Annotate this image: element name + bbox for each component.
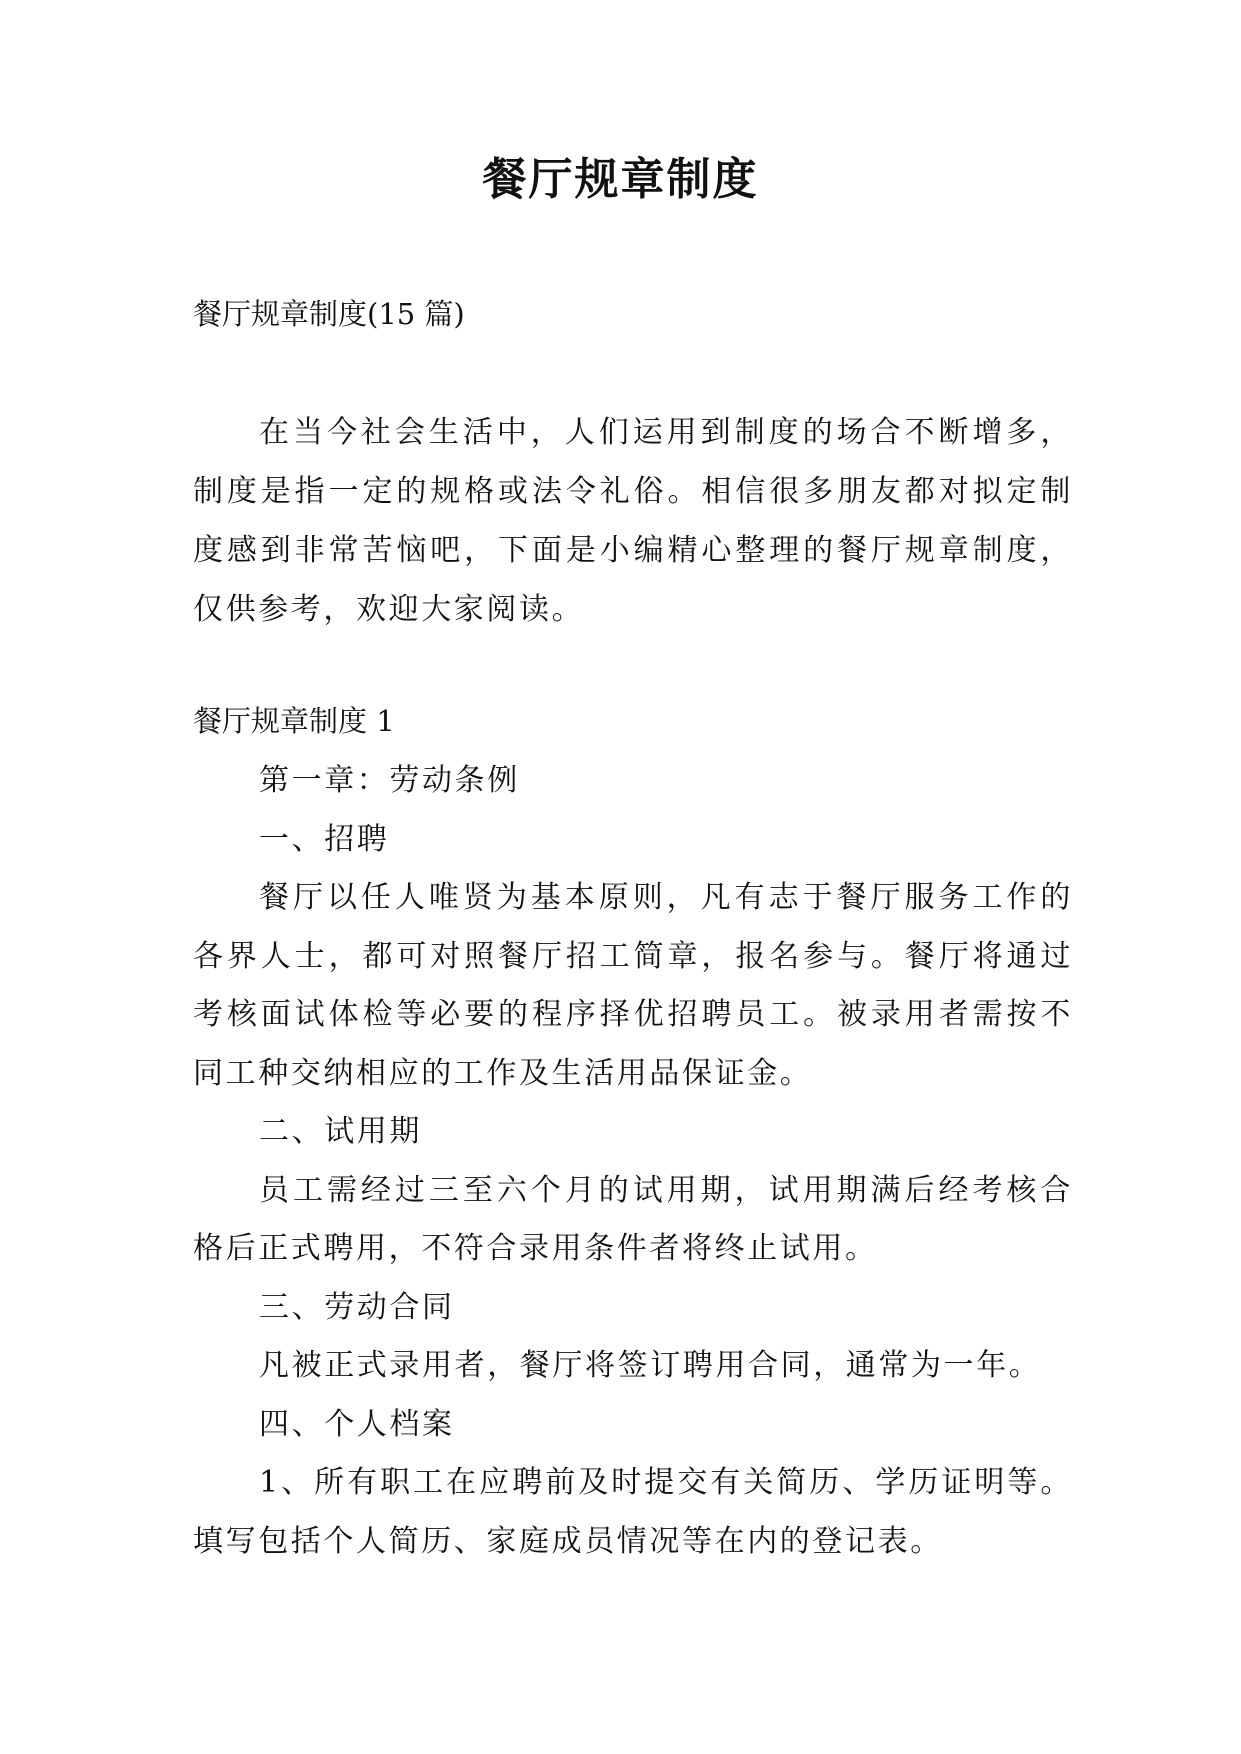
- document-subtitle: 餐厅规章制度(15 篇): [193, 297, 465, 331]
- clause-text-contract: 凡被正式录用者，餐厅将签订聘用合同，通常为一年。: [259, 1348, 1042, 1383]
- clause-heading-probation: 二、试用期: [259, 1114, 422, 1149]
- clause-heading-records: 四、个人档案: [259, 1406, 455, 1442]
- clause-heading-contract: 三、劳动合同: [259, 1289, 455, 1325]
- clause-text-probation: 员工需经过三至六个月的试用期，试用期满后经考核合格后正式聘用，不符合录用条件者将终止试用。: [193, 1172, 1073, 1266]
- chapter-heading: 第一章：劳动条例: [259, 763, 520, 798]
- section-heading: 餐厅规章制度 1: [193, 704, 395, 738]
- document-title: 餐厅规章制度: [482, 154, 759, 205]
- clause-text-recruitment: 餐厅以任人唯贤为基本原则，凡有志于餐厅服务工作的各界人士，都可对照餐厅招工简章，报名参与。餐厅将通过考核面试体检等必要的程序择优招聘员工。被录用者需按不同工种交纳相应的工作及生活用品保证金。: [193, 880, 1073, 1091]
- clause-heading-recruitment: 一、招聘: [259, 821, 390, 857]
- section-body: [193, 752, 1073, 1571]
- intro-paragraph: 在当今社会生活中，人们运用到制度的场合不断增多，制度是指一定的规格或法令礼俗。相信很多朋友都对拟定制度感到非常苦恼吧，下面是小编精心整理的餐厅规章制度，仅供参考，欢迎大家阅读。: [193, 415, 1073, 627]
- clause-text-records: 1、所有职工在应聘前及时提交有关简历、学历证明等。填写包括个人简历、家庭成员情况等在内的登记表。: [193, 1465, 1073, 1559]
